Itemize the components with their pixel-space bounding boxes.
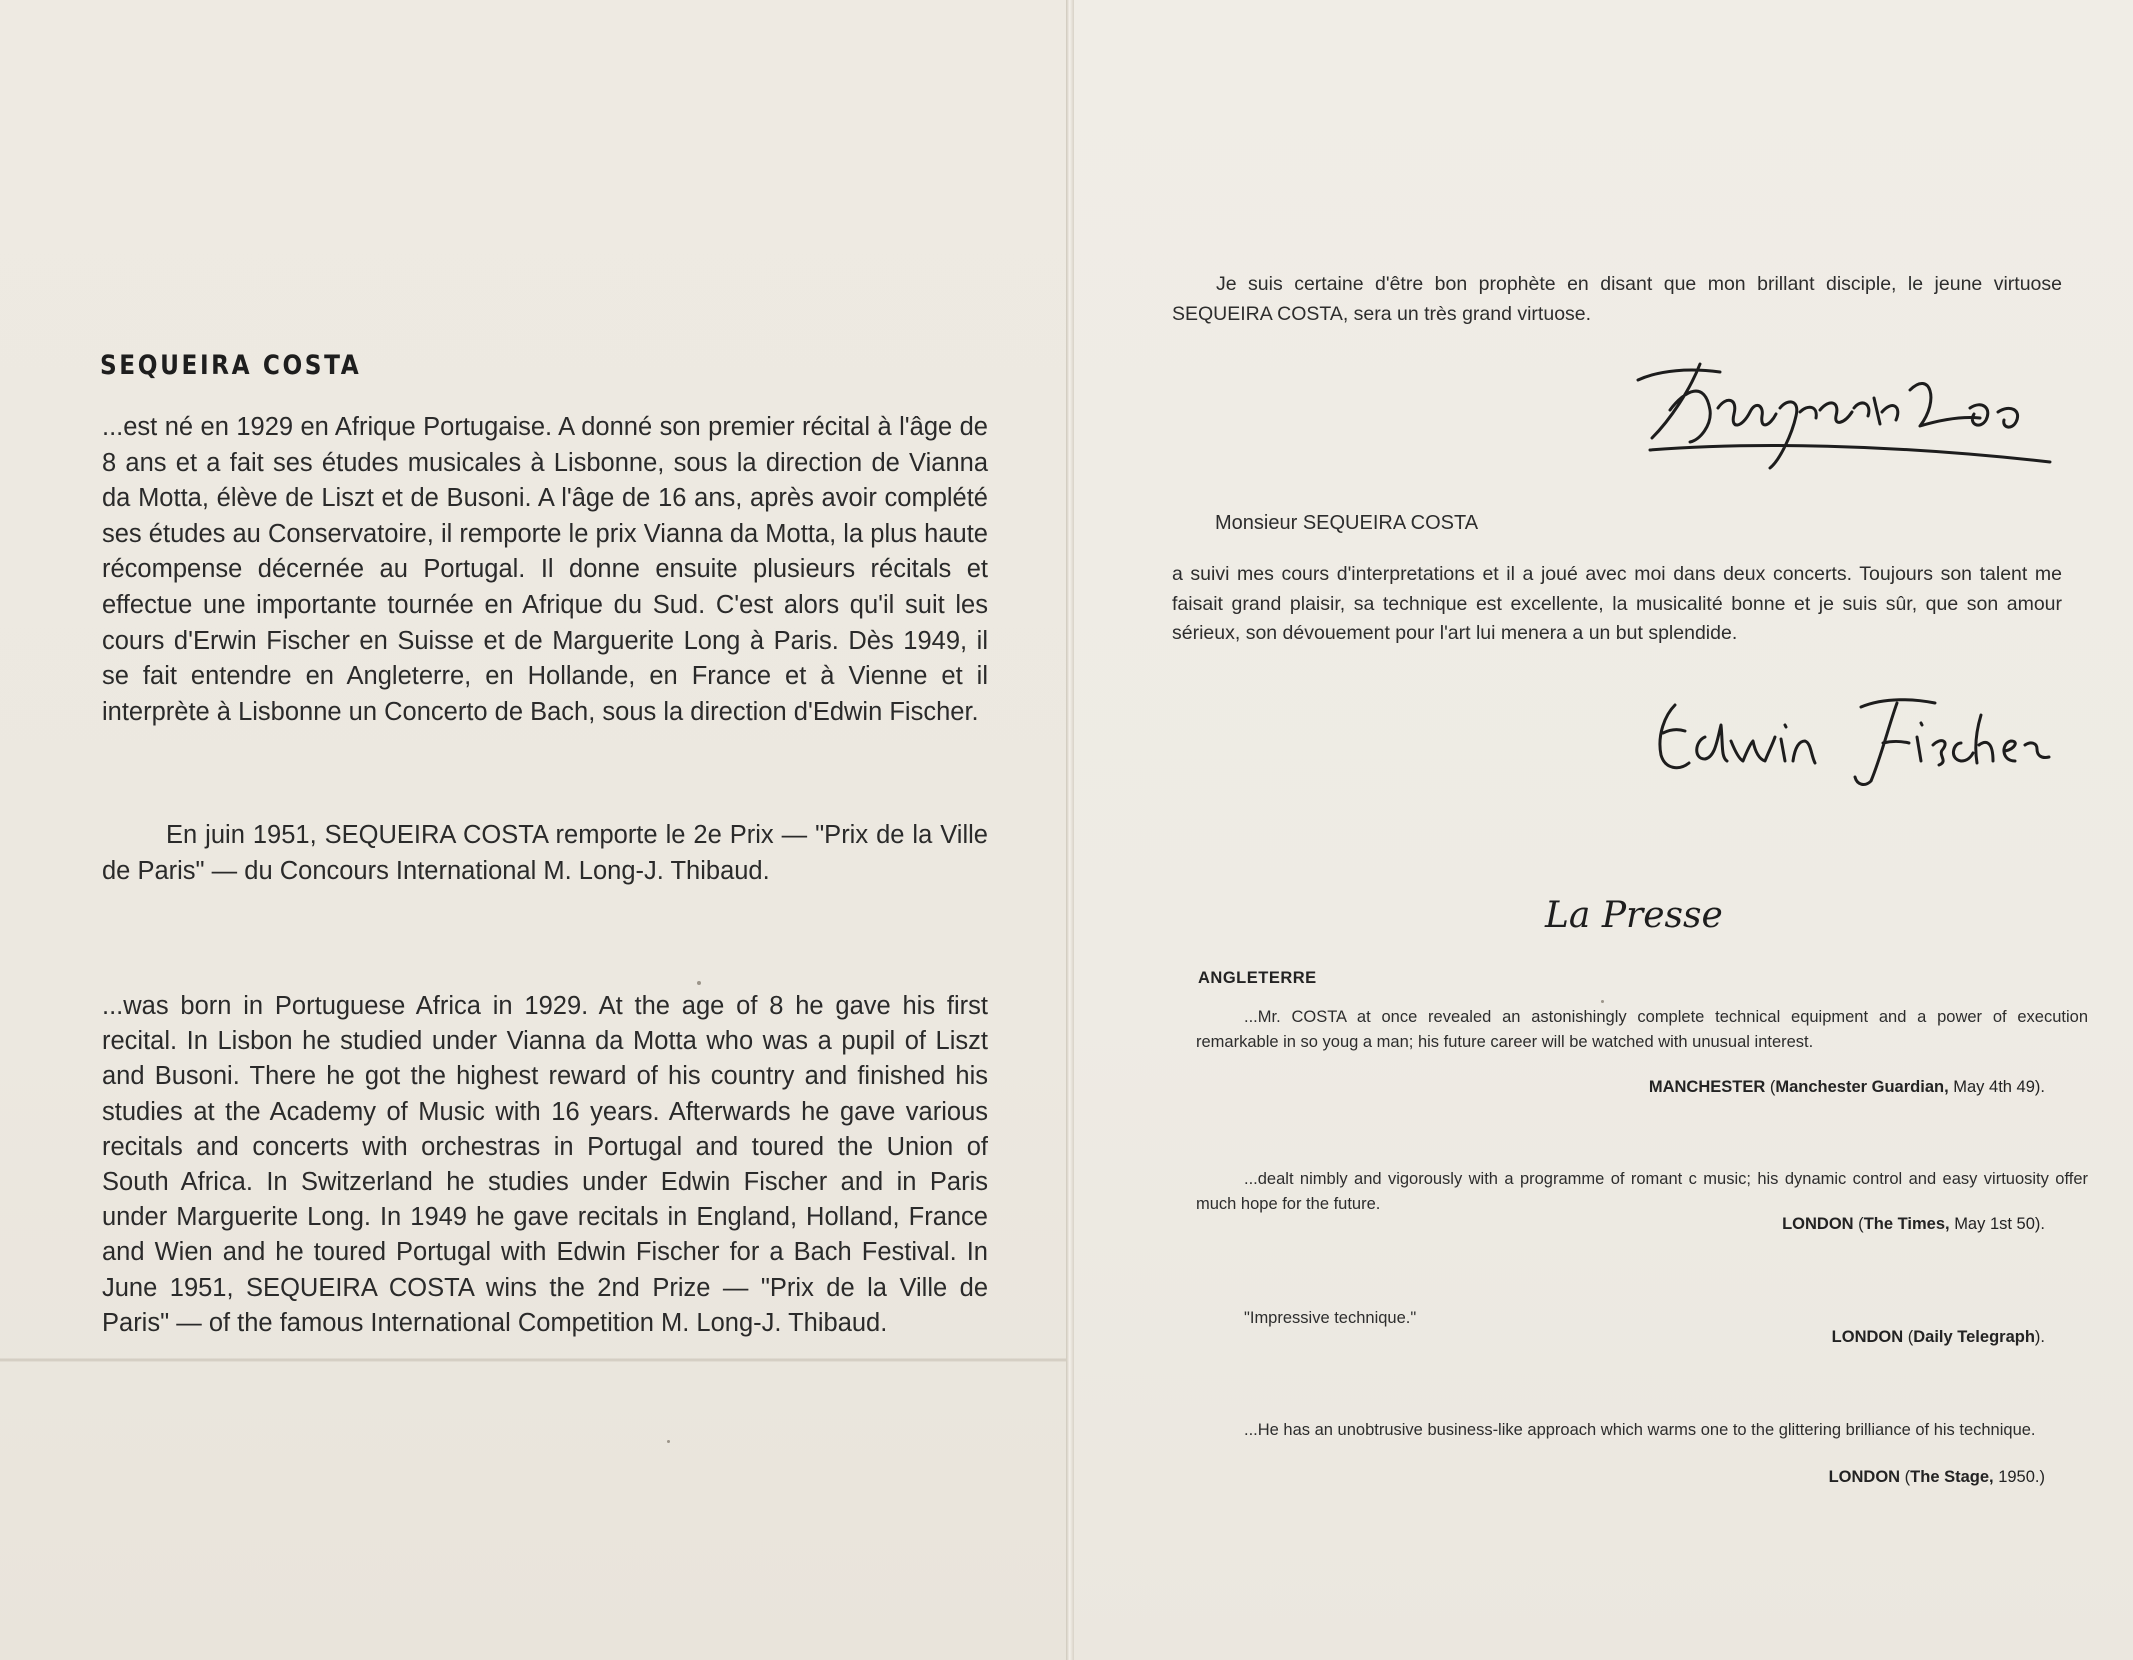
source-date: 1950. (1998, 1468, 2040, 1486)
source-city: LONDON (1831, 1328, 1904, 1346)
source-paper: The Times, (1863, 1215, 1950, 1233)
center-fold (1066, 0, 1074, 1660)
press-section-title: La Presse (1545, 895, 1723, 936)
biography-english: ...was born in Portuguese Africa in 1929. At the age of 8 he gave his first recital. In Lisbon he studied under Vianna da Motta who was a pupil of Liszt and Busoni. There he got the highest reward of his country and finished his studies at the Academy of Music with 16 years. Afterwards he gave various recitals and concerts with orchestras in Portugal and toured the Union of South Africa. In Switzerland he studies under Edwin Fischer and in Paris under Marguerite Long. In 1949 he gave recitals in England, Holland, France and Wien and he toured Portugal with Edwin Fischer for a Bach Festival. In June 1951, SEQUEIRA COSTA wins the 2nd Prize — "Prix de la Ville de Paris" — of the famous International Competition M. Long-J. Thibaud. (102, 992, 988, 1337)
source-date: May 1st 50 (1954, 1215, 2035, 1233)
marguerite-long-quote: Je suis certaine d'être bon prophète en disant que mon brillant disciple, le jeune virtuose SEQUEIRA COSTA, sera un très grand virtuose. (1172, 273, 2062, 325)
review-source: LONDON (Daily Telegraph). (1831, 1328, 2045, 1346)
review-source: LONDON (The Stage, 1950.) (1828, 1468, 2045, 1486)
source-paper: Daily Telegraph (1913, 1328, 2035, 1346)
source-city: LONDON (1828, 1468, 1901, 1486)
review-text: ...Mr. COSTA at once revealed an astonishingly complete technical equipment and a power of execution remarkable in so youg a man; his future career will be watched with unusual interest. (1196, 1008, 2088, 1051)
paper-speck (1601, 1000, 1604, 1003)
horizontal-crease (0, 1358, 1066, 1362)
source-city: LONDON (1782, 1215, 1854, 1233)
source-city: MANCHESTER (1648, 1078, 1766, 1096)
marguerite-long-signature (1630, 350, 2060, 480)
biography-french-prize: En juin 1951, SEQUEIRA COSTA remporte le 2e Prix — "Prix de la Ville de Paris" — du Concours International M. Long-J. Thibaud. (102, 821, 988, 885)
review-text: ...dealt nimbly and vigorously with a programme of romant c music; his dynamic control and easy virtuosity offer much hope for the future. (1196, 1170, 2088, 1213)
source-paper: Manchester Guardian, (1775, 1078, 1949, 1096)
review-source: LONDON (The Times, May 1st 50). (1782, 1215, 2045, 1233)
right-page (1074, 0, 2133, 1660)
review-source: MANCHESTER (Manchester Guardian, May 4th 49). (1648, 1078, 2045, 1096)
biography-french: ...est né en 1929 en Afrique Portugaise. A donné son premier récital à l'âge de 8 ans et a fait ses études musicales à Lisbonne, sous la direction de Vianna da Motta, élève de Liszt et de Busoni. A l'âge de 16 ans, après avoir complété ses études au Conservatoire, il remporte le prix Vianna da Motta, la plus haute récompense décernée au Portugal. Il donne ensuite plusieurs récitals et effectue une importante tournée en Afrique du Sud. C'est alors qu'il suit les cours d'Erwin Fischer en Suisse et de Marguerite Long à Paris. Dès 1949, il se fait entendre en Angleterre, en Hollande, en France et à Vienne et il interprète à Lisbonne un Concerto de Bach, sous la direction d'Edwin Fischer. (102, 413, 988, 726)
fischer-addressee: Monsieur SEQUEIRA COSTA (1215, 512, 1479, 534)
country-heading: ANGLETERRE (1198, 969, 1317, 987)
artist-title: SEQUEIRA COSTA (100, 350, 362, 381)
source-paper: The Stage, (1910, 1468, 1994, 1486)
review-text: ...He has an unobtrusive business-like approach which warms one to the glittering brilliance of his technique. (1244, 1421, 2036, 1439)
edwin-fischer-quote: a suivi mes cours d'interpretations et il a joué avec moi dans deux concerts. Toujours son talent me faisait grand plaisir, sa technique est excellente, la musicalité bonne et je suis sûr, que son amour sérieux, son dévouement pour l'art lui menera a un but splendide. (1172, 563, 2062, 644)
source-date: May 4th 49 (1953, 1078, 2035, 1096)
review-text: "Impressive technique." (1244, 1309, 1417, 1327)
paper-speck (697, 981, 701, 985)
edwin-fischer-signature (1635, 685, 2065, 800)
paper-speck (667, 1440, 670, 1443)
